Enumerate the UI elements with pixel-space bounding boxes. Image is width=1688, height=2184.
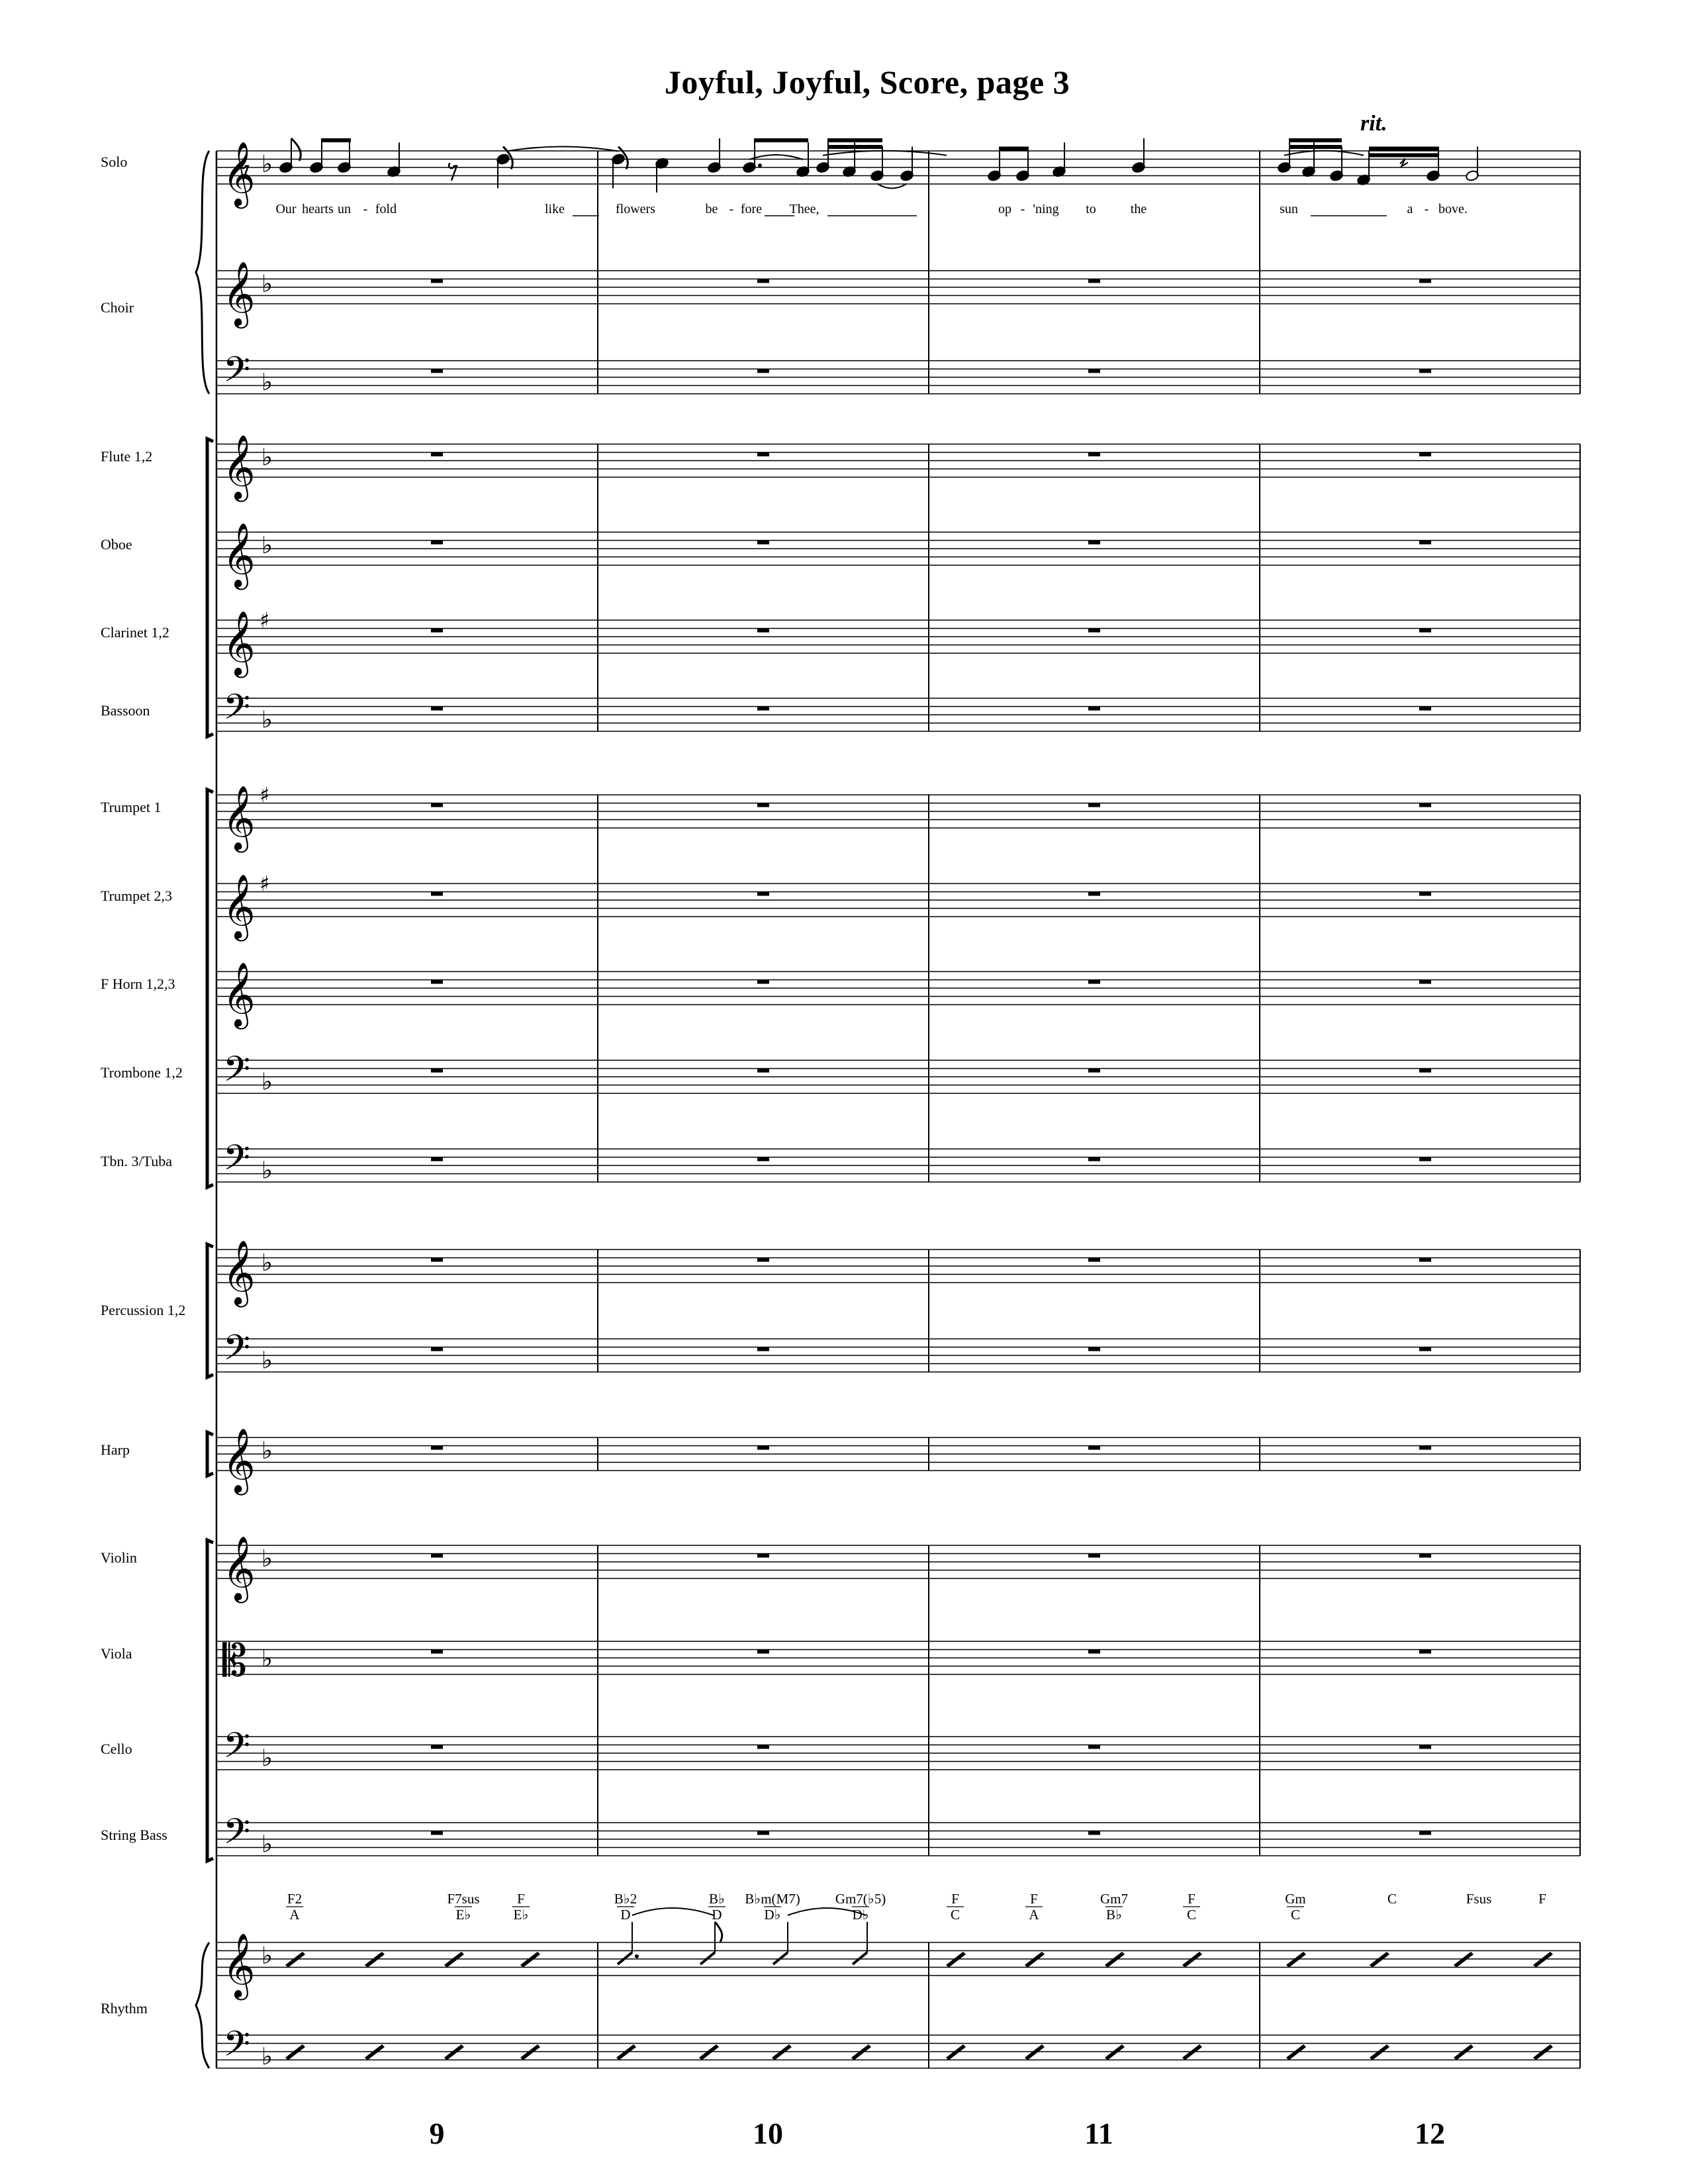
brass-bracket-icon [207,790,213,1187]
whole-rest-icon [1088,1650,1100,1654]
whole-rest-icon [757,1258,769,1262]
note-beam [755,138,808,142]
whole-rest-icon [1419,279,1431,283]
whole-rest-icon [1088,629,1100,633]
whole-rest-icon [1088,980,1100,984]
instrument-label-horn: F Horn 1,2,3 [101,976,175,992]
note-flag [715,1922,722,1942]
whole-rest-icon [431,1258,443,1262]
whole-rest-icon [431,541,443,545]
whole-rest-icon [1088,1347,1100,1351]
rhythm-slash-icon [365,1952,385,1968]
lyric-syllable: hearts [302,202,334,216]
flat-key-signature-icon: ♭ [261,444,273,471]
flat-key-signature-icon: ♭ [261,532,273,559]
chord-symbol: F7sus [447,1891,480,1907]
chord-bass-note: D♭ [764,1907,781,1923]
instrument-label-flute: Flute 1,2 [101,448,153,465]
staff-lines [216,972,1580,1005]
rhythm-slash-icon [1454,2044,1474,2060]
whole-rest-icon [1088,892,1100,896]
staff-lines [216,1250,1580,1283]
whole-rest-icon [1419,1258,1431,1262]
flat-key-signature-icon: ♭ [261,1347,273,1375]
rhythm-slash-icon [520,1952,540,1968]
chord-symbol: B♭2 [614,1891,637,1907]
whole-rest-icon [431,1554,443,1558]
measure-number: 10 [753,2116,783,2150]
svg-text:𝄡: 𝄡 [222,1635,247,1686]
instrument-label-viola: Viola [101,1645,132,1662]
svg-text:𝄢: 𝄢 [223,2024,251,2073]
chord-bass-note: C [950,1907,961,1923]
instrument-label-percussion: Percussion 1,2 [101,1302,186,1318]
lyric-syllable: op [998,202,1011,216]
flat-key-signature-icon: ♭ [261,1645,273,1673]
lyric-syllable: fold [375,202,397,216]
rhythm-slash-icon [946,1952,966,1968]
flat-key-signature-icon: ♭ [261,2043,273,2071]
whole-rest-icon [757,369,769,373]
note-beam [1369,147,1438,151]
tie-slur [632,1908,714,1915]
whole-rest-icon [1419,1554,1431,1558]
flat-key-signature-icon: ♭ [261,1942,273,1970]
svg-text:𝄞: 𝄞 [222,434,256,499]
instrument-label-choir: Choir [101,299,134,316]
rhythm-slash-icon [1533,2044,1553,2060]
lyric-syllable: a [1407,202,1413,216]
chord-symbol: B♭m(M7) [745,1891,800,1907]
sharp-key-signature-icon: ♯ [259,782,270,807]
whole-rest-icon [757,1069,769,1073]
svg-text:𝄢: 𝄢 [223,1049,251,1099]
augmentation-dot [635,1954,639,1958]
instrument-label-bassoon: Bassoon [101,702,150,719]
chord-symbol: Gm7(♭5) [835,1891,886,1907]
vocal-brace-icon [196,151,209,394]
whole-rest-icon [757,1446,769,1450]
whole-rest-icon [1088,803,1100,807]
staff-lines [216,1641,1580,1674]
measure-number: 11 [1084,2116,1113,2150]
note-beam [1000,147,1028,151]
chord-bass-note: D [712,1907,722,1923]
woodwind-bracket-icon [207,439,213,737]
staff-lines [216,795,1580,828]
instrument-label-trumpet23: Trumpet 2,3 [101,887,172,904]
page-title: Joyful, Joyful, Score, page 3 [664,64,1070,101]
rhythm-slash-icon [1370,2044,1389,2060]
bass-clef-icon [223,688,250,737]
whole-rest-icon [1088,1554,1100,1558]
staff-lines [216,1942,1580,1976]
svg-text:𝄢: 𝄢 [223,1811,251,1861]
whole-rest-icon [1419,707,1431,711]
whole-rest-icon [1419,1650,1431,1654]
instrument-label-violin: Violin [101,1549,137,1566]
lyric-syllable: - [1020,202,1025,216]
flat-key-signature-icon: ♭ [261,369,273,396]
note-beam [322,138,351,142]
rhythm-slash-icon [444,2044,464,2060]
chord-symbol: B♭ [709,1891,725,1907]
rhythm-slash-icon [520,2044,540,2060]
lyric-syllable: sun [1280,202,1298,216]
rhythm-slash-icon [1370,1952,1389,1968]
staff-lines [216,1545,1580,1578]
svg-text:𝄞: 𝄞 [222,962,256,1026]
lyric-syllable: - [1424,202,1429,216]
instrument-label-rhythm: Rhythm [101,2000,148,2017]
svg-text:𝄞: 𝄞 [222,1240,256,1304]
chord-symbol: F [1538,1891,1546,1907]
chord-symbol: F [951,1891,959,1907]
whole-rest-icon [431,1831,443,1835]
whole-rest-icon [1419,629,1431,633]
measure-number: 12 [1415,2116,1445,2150]
instrument-label-tuba: Tbn. 3/Tuba [101,1153,172,1169]
rhythm-slash-icon [1286,2044,1306,2060]
treble-clef-icon [222,1933,256,2000]
whole-rest-icon [1419,1831,1431,1835]
whole-rest-icon [431,279,443,283]
rhythm-slash-icon [1105,1952,1125,1968]
percussion-bracket-icon [207,1244,213,1377]
whole-rest-icon [757,1158,769,1161]
whole-rest-icon [1419,541,1431,545]
rhythm-slash-icon [285,1952,305,1968]
lyric-syllable: to [1086,202,1096,216]
instrument-label-trombone: Trombone 1,2 [101,1064,183,1081]
whole-rest-icon [1419,1158,1431,1161]
whole-rest-icon [431,453,443,457]
rhythm-slash-icon [1025,2044,1045,2060]
tempo-marking: rit. [1360,111,1387,136]
chord-symbol: F [517,1891,525,1907]
whole-rest-icon [1088,369,1100,373]
svg-text:𝄞: 𝄞 [222,785,256,850]
bass-clef-icon [223,1812,250,1861]
treble-clef-icon [222,141,256,208]
whole-rest-icon [1419,980,1431,984]
whole-rest-icon [1419,369,1431,373]
rhythm-slash-icon [772,2044,792,2060]
bass-clef-icon [223,1050,250,1099]
flat-key-signature-icon: ♭ [261,1068,273,1096]
chord-bass-note: B♭ [1106,1907,1122,1923]
svg-text:𝄢: 𝄢 [223,1725,251,1775]
svg-text:𝄢: 𝄢 [223,687,251,737]
bass-clef-icon [223,1328,250,1377]
flat-key-signature-icon: ♭ [261,1545,273,1572]
lyric-syllable: the [1130,202,1147,216]
flat-key-signature-icon: ♭ [261,706,273,734]
note-flag [291,138,301,161]
whole-rest-icon [431,369,443,373]
rhythm-slash-icon [444,1952,464,1968]
rhythm-slash-icon [1286,1952,1306,1968]
rhythm-slash-icon [1533,1952,1553,1968]
treble-clef-icon [222,1428,256,1495]
chord-bass-note: C [1186,1907,1197,1923]
lyric-syllable: Thee, [789,202,820,216]
whole-rest-icon [1088,453,1100,457]
rhythm-slash-icon [1454,1952,1474,1968]
chord-bass-note: D♭ [852,1907,869,1923]
whole-rest-icon [1419,1446,1431,1450]
staff-lines [216,1737,1580,1770]
whole-rest-icon [431,1158,443,1161]
rhythm-slash-icon [1182,2044,1202,2060]
whole-rest-icon [1088,279,1100,283]
rhythm-slash-icon [1025,1952,1045,1968]
harp-bracket-icon [207,1432,213,1476]
bass-clef-icon [223,1138,250,1187]
rhythm-slash-icon [616,2044,636,2060]
lyric-syllable: fore [740,202,763,216]
staff-lines [216,884,1580,917]
instrument-label-solo: Solo [101,154,128,170]
whole-rest-icon [431,1347,443,1351]
svg-text:𝄞: 𝄞 [222,610,256,675]
lyric-syllable: un [338,202,351,216]
whole-rest-icon [757,892,769,896]
rhythm-slash-note [773,1952,788,1964]
lyric-syllable: bove. [1438,202,1468,216]
lyric-syllable: like [545,202,565,216]
chord-bass-note: C [1290,1907,1301,1923]
whole-rest-icon [757,803,769,807]
lyric-syllable: flowers [616,202,655,216]
staff-lines [216,698,1580,731]
rhythm-slash-icon [285,2044,305,2060]
svg-text:𝄞: 𝄞 [222,261,256,326]
strings-bracket-icon [207,1540,213,1861]
treble-clef-icon [222,610,256,678]
chord-bass-note: D [620,1907,631,1923]
whole-rest-icon [431,1446,443,1450]
instrument-label-oboe: Oboe [101,536,132,553]
staff-lines [216,361,1580,394]
instrument-label-trumpet1: Trumpet 1 [101,799,162,815]
eighth-rest-icon [449,163,457,181]
staff-lines [216,1437,1580,1471]
staff-lines [216,444,1580,477]
chord-symbol: Gm7 [1100,1891,1128,1907]
whole-rest-icon [1088,1745,1100,1749]
rhythm-slash-icon [946,2044,966,2060]
whole-rest-icon [757,1554,769,1558]
note-beam [1289,145,1342,149]
chord-bass-note: E♭ [513,1907,529,1923]
svg-text:𝄢: 𝄢 [223,1328,251,1377]
whole-rest-icon [1088,1258,1100,1262]
chord-symbol: Gm [1285,1891,1306,1907]
chord-symbol: F2 [287,1891,303,1907]
whole-rest-icon [431,892,443,896]
whole-rest-icon [757,279,769,283]
treble-clef-icon [222,1535,256,1603]
whole-rest-icon [1419,1347,1431,1351]
whole-rest-icon [1419,453,1431,457]
chord-bass-note: A [289,1907,300,1923]
treble-clef-icon [222,522,256,590]
note-beam [828,138,882,142]
whole-rest-icon [757,629,769,633]
instrument-label-bass: String Bass [101,1827,167,1843]
measure-number: 9 [429,2116,445,2150]
flat-key-signature-icon: ♭ [261,1157,273,1185]
rhythm-slash-icon [699,2044,719,2060]
whole-rest-icon [431,1745,443,1749]
flat-key-signature-icon: ♭ [261,1437,273,1465]
whole-rest-icon [1088,1069,1100,1073]
whole-rest-icon [1088,1831,1100,1835]
svg-text:𝄞: 𝄞 [222,1428,256,1492]
whole-rest-icon [431,629,443,633]
lyric-syllable: 'ning [1033,202,1059,216]
staff-lines [216,2035,1580,2068]
staff-lines [216,1149,1580,1182]
staff-lines [216,1060,1580,1093]
sharp-key-signature-icon: ♯ [259,608,270,633]
whole-rest-icon [757,980,769,984]
rhythm-slash-icon [1105,2044,1125,2060]
staff-lines [216,532,1580,565]
svg-text:𝄞: 𝄞 [222,1535,256,1600]
rhythm-slash-note [853,1952,867,1964]
sharp-key-signature-icon: ♯ [259,871,270,896]
svg-text:𝄞: 𝄞 [222,874,256,938]
whole-rest-icon [431,1650,443,1654]
chord-bass-note: E♭ [455,1907,471,1923]
lyric-syllable: be [705,202,718,216]
svg-text:𝄞: 𝄞 [222,141,256,206]
whole-rest-icon [1088,1446,1100,1450]
rhythm-brace-icon [196,1942,209,2068]
chord-symbol: F [1188,1891,1196,1907]
whole-rest-icon [757,453,769,457]
whole-rest-icon [431,980,443,984]
note-beam [828,145,882,149]
treble-clef-icon [222,1240,256,1307]
rhythm-slash-icon [1182,1952,1202,1968]
whole-rest-icon [1419,892,1431,896]
rhythm-slash-note [618,1952,632,1964]
flat-key-signature-icon: ♭ [261,1831,273,1858]
whole-rest-icon [1419,803,1431,807]
whole-rest-icon [757,1745,769,1749]
flat-key-signature-icon: ♭ [261,1250,273,1277]
whole-rest-icon [1088,541,1100,545]
chord-symbol: F [1030,1891,1038,1907]
svg-text:𝄞: 𝄞 [222,522,256,587]
svg-text:𝄢: 𝄢 [223,1138,251,1187]
instrument-label-clarinet: Clarinet 1,2 [101,624,169,641]
bass-clef-icon [223,1726,250,1775]
instrument-label-cello: Cello [101,1741,132,1757]
treble-clef-icon [222,434,256,502]
staff-lines [216,1339,1580,1372]
whole-rest-icon [757,707,769,711]
whole-rest-icon [757,1650,769,1654]
bass-clef-icon [223,350,250,399]
treble-clef-icon [222,261,256,328]
staff-lines [216,271,1580,304]
chord-symbol: Fsus [1466,1891,1492,1907]
staff-lines [216,620,1580,653]
augmentation-dot [758,163,762,167]
whole-rest-icon [431,707,443,711]
whole-rest-icon [1419,1745,1431,1749]
whole-rest-icon [757,1831,769,1835]
chord-symbol: C [1387,1891,1397,1907]
whole-rest-icon [1419,1069,1431,1073]
whole-rest-icon [757,1347,769,1351]
bass-clef-icon [223,2025,250,2073]
lyric-syllable: - [363,202,368,216]
lyric-syllable: - [729,202,734,216]
flat-key-signature-icon: ♭ [261,271,273,298]
flat-key-signature-icon: ♭ [261,1745,273,1772]
whole-rest-icon [431,1069,443,1073]
treble-clef-icon [222,785,256,852]
rhythm-slash-note [700,1952,715,1964]
svg-text:𝄢: 𝄢 [223,349,251,399]
rhythm-slash-icon [851,2044,871,2060]
treble-clef-icon [222,874,256,941]
svg-text:𝄞: 𝄞 [222,1933,256,1997]
whole-rest-icon [757,541,769,545]
alto-clef-icon [222,1635,247,1686]
whole-rest-icon [431,803,443,807]
note-beam [1369,154,1438,158]
instrument-label-harp: Harp [101,1441,130,1458]
treble-clef-icon [222,962,256,1029]
flat-key-signature-icon: ♭ [261,151,273,178]
rhythm-slash-icon [365,2044,385,2060]
note-beam [1289,138,1342,142]
staff-lines [216,1823,1580,1856]
whole-rest-icon [1088,1158,1100,1161]
lyric-syllable: Our [275,202,297,216]
chord-bass-note: A [1029,1907,1039,1923]
whole-rest-icon [1088,707,1100,711]
